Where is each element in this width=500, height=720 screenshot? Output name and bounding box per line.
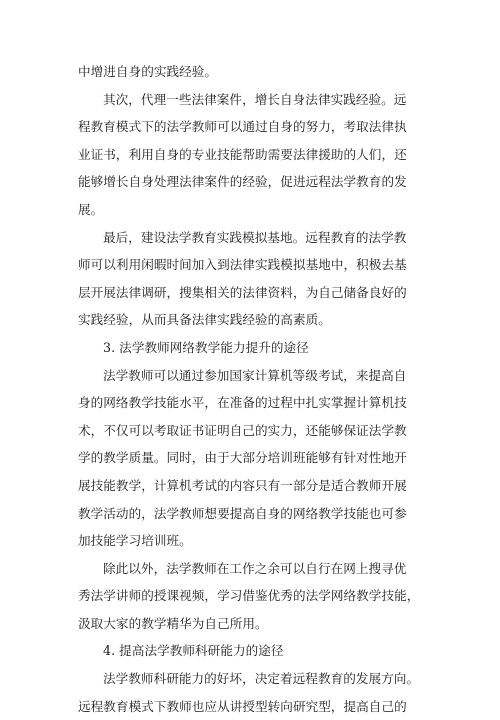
text-line: 实践经验，从而具备法律实践经验的高素质。 <box>78 312 331 328</box>
text-line: 加技能学习培训班。 <box>78 533 192 549</box>
text-line: 层开展法律调研，搜集相关的法律资料，为自己储备良好的 <box>78 284 407 300</box>
text-line: 中增进自身的实践经验。 <box>78 64 218 79</box>
text-line: 远程教育模式下教师也应从讲授型转向研究型，提高自己的 <box>78 698 407 714</box>
text-line: 业证书，利用自身的专业技能帮助需要法律援助的人们，还 <box>78 146 407 162</box>
text-line: 身的网络教学技能水平，在准备的过程中扎实掌握计算机技 <box>78 395 407 411</box>
text-line: 展技能教学，计算机考试的内容只有一部分是适合教师开展 <box>78 477 407 493</box>
text-line: 能够增长自身处理法律案件的经验，促进远程法学教育的发 <box>78 174 407 190</box>
text-line: 程教育模式下的法学教师可以通过自身的努力，考取法律执 <box>78 119 407 135</box>
paragraph-start-line: 除此以外，法学教师在工作之余可以自行在网上搜寻优 <box>103 560 407 576</box>
paragraph-start-line: 其次，代理一些法律案件，增长自身法律实践经验。远 <box>103 91 407 107</box>
paragraph-start-line: 法学教师可以通过参加国家计算机等级考试，来提高自 <box>103 367 407 383</box>
section-heading: 3. 法学教师网络教学能力提升的途径 <box>103 339 309 355</box>
text-line: 学的教学质量。同时，由于大部分培训班能够有针对性地开 <box>78 450 407 466</box>
text-line: 展。 <box>78 201 104 217</box>
text-line: 秀法学讲师的授课视频，学习借鉴优秀的法学网络教学技能， <box>78 588 420 604</box>
section-heading: 4. 提高法学教师科研能力的途径 <box>103 643 284 659</box>
text-line: 术，不仅可以考取证书证明自己的实力，还能够保证法学教 <box>78 422 407 438</box>
text-line: 汲取大家的教学精华为自己所用。 <box>78 615 268 631</box>
paragraph-start-line: 最后，建设法学教育实践模拟基地。远程教育的法学教 <box>103 229 407 245</box>
document-page <box>78 58 426 720</box>
text-line: 教学活动的，法学教师想要提高自身的网络教学技能也可参 <box>78 505 407 521</box>
text-line: 师可以利用闲暇时间加入到法律实践模拟基地中，积极去基 <box>78 257 407 273</box>
paragraph-start-line: 法学教师科研能力的好坏，决定着远程教育的发展方向。 <box>103 671 420 687</box>
